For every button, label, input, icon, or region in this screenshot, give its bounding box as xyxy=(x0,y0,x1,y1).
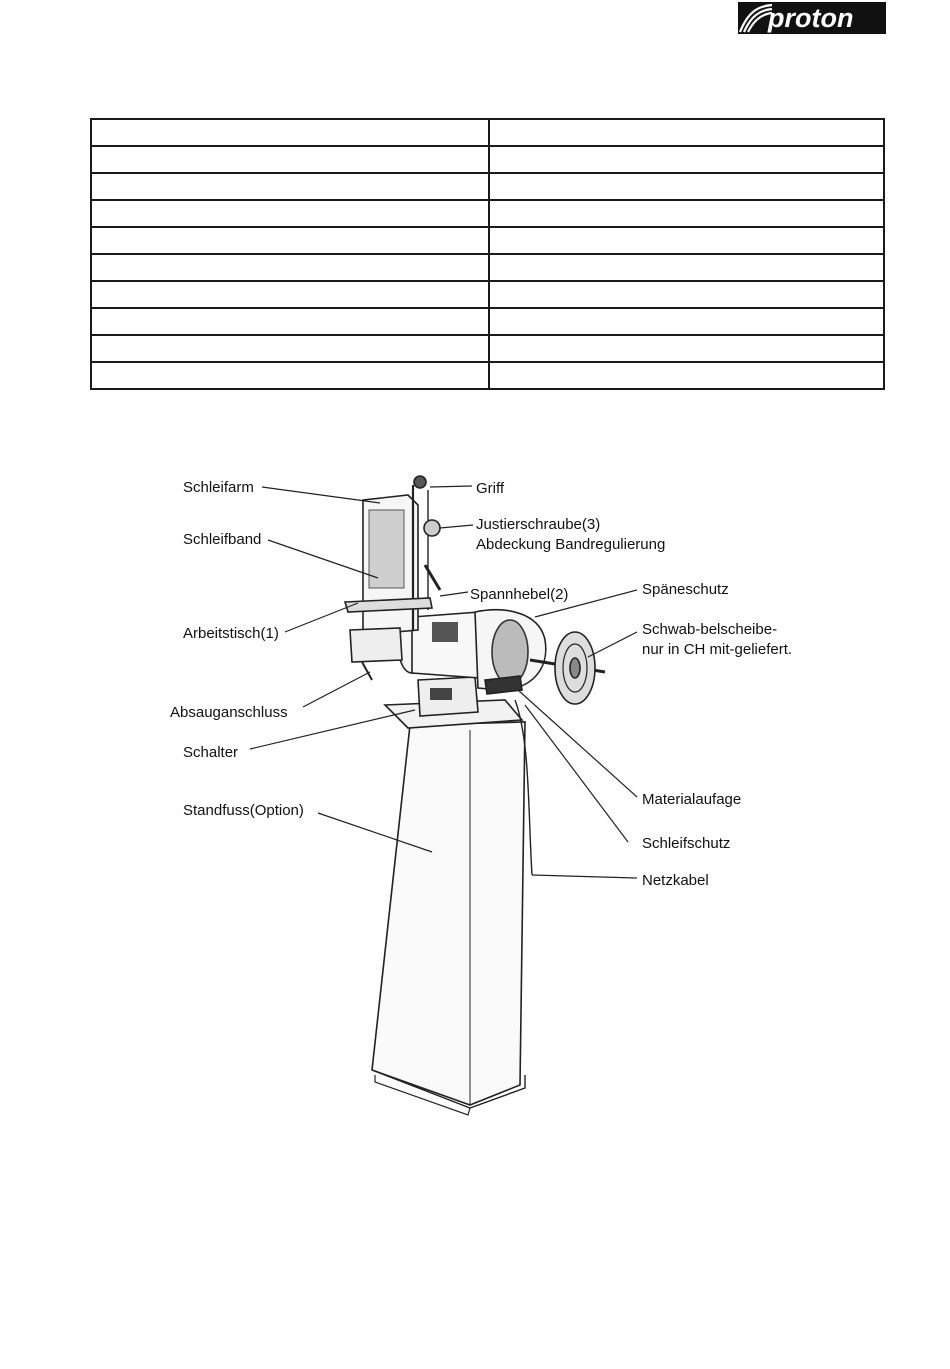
tool-rest xyxy=(485,676,522,694)
label-absauganschluss: Absauganschluss xyxy=(170,704,288,721)
wheel-guard xyxy=(475,610,546,690)
spec-table-row xyxy=(91,281,884,308)
spec-value-cell xyxy=(489,254,884,281)
label-spannhebel: Spannhebel(2) xyxy=(470,586,569,603)
label-netzkabel: Netzkabel xyxy=(642,872,709,889)
label-arbeitstisch: Arbeitstisch(1) xyxy=(183,625,279,642)
spec-label-cell xyxy=(91,146,489,173)
switch-block xyxy=(418,677,478,716)
spec-label-cell xyxy=(91,335,489,362)
spec-table-row xyxy=(91,119,884,146)
spec-table-row xyxy=(91,254,884,281)
spec-table-row xyxy=(91,200,884,227)
spec-table-row xyxy=(91,227,884,254)
spec-value-cell xyxy=(489,173,884,200)
stand-top-plate xyxy=(385,700,522,728)
adjusting-screw xyxy=(424,520,440,536)
label-standfuss: Standfuss(Option) xyxy=(183,802,304,819)
spec-label-cell xyxy=(91,308,489,335)
spec-value-cell xyxy=(489,308,884,335)
power-cord xyxy=(515,700,532,875)
label-schwabbelscheibe-1: Schwab-belscheibe- xyxy=(642,621,778,638)
spec-value-cell xyxy=(489,200,884,227)
spec-label-cell xyxy=(91,362,489,389)
label-schleifband: Schleifband xyxy=(183,531,262,548)
stand-body xyxy=(372,722,525,1105)
spec-table-row xyxy=(91,335,884,362)
spec-value-cell xyxy=(489,362,884,389)
motor-housing xyxy=(412,612,480,678)
spec-label-cell xyxy=(91,119,489,146)
handle-knob xyxy=(414,476,426,488)
label-materialauflage: Materialaufage xyxy=(642,791,742,808)
spec-label-cell xyxy=(91,227,489,254)
work-table xyxy=(345,598,432,612)
label-griff: Griff xyxy=(476,480,505,497)
label-schwabbelscheibe-2: nur in CH mit-geliefert. xyxy=(642,641,793,658)
label-spaeneschutz: Späneschutz xyxy=(642,581,729,598)
dust-port xyxy=(350,628,402,662)
proton-logo xyxy=(738,2,886,34)
spec-value-cell xyxy=(489,335,884,362)
spec-value-cell xyxy=(489,281,884,308)
spec-table-row xyxy=(91,308,884,335)
sanding-belt xyxy=(369,510,404,588)
label-schleifarm: Schleifarm xyxy=(183,479,254,496)
spec-value-cell xyxy=(489,227,884,254)
spec-value-cell xyxy=(489,119,884,146)
label-abdeckung: Abdeckung Bandregulierung xyxy=(476,536,666,553)
spec-table-row xyxy=(91,173,884,200)
belt-arm xyxy=(363,495,418,635)
label-schalter: Schalter xyxy=(183,744,239,761)
spec-label-cell xyxy=(91,254,489,281)
buffing-wheel xyxy=(555,632,595,704)
label-justierschraube: Justierschraube(3) xyxy=(476,516,601,533)
spec-table xyxy=(90,118,885,390)
spec-table-row xyxy=(91,362,884,389)
spec-value-cell xyxy=(489,146,884,173)
spec-label-cell xyxy=(91,200,489,227)
spec-label-cell xyxy=(91,281,489,308)
spec-label-cell xyxy=(91,173,489,200)
logo-text: proton xyxy=(768,3,854,33)
label-schleifschutz: Schleifschutz xyxy=(642,835,731,852)
spec-table-row xyxy=(91,146,884,173)
